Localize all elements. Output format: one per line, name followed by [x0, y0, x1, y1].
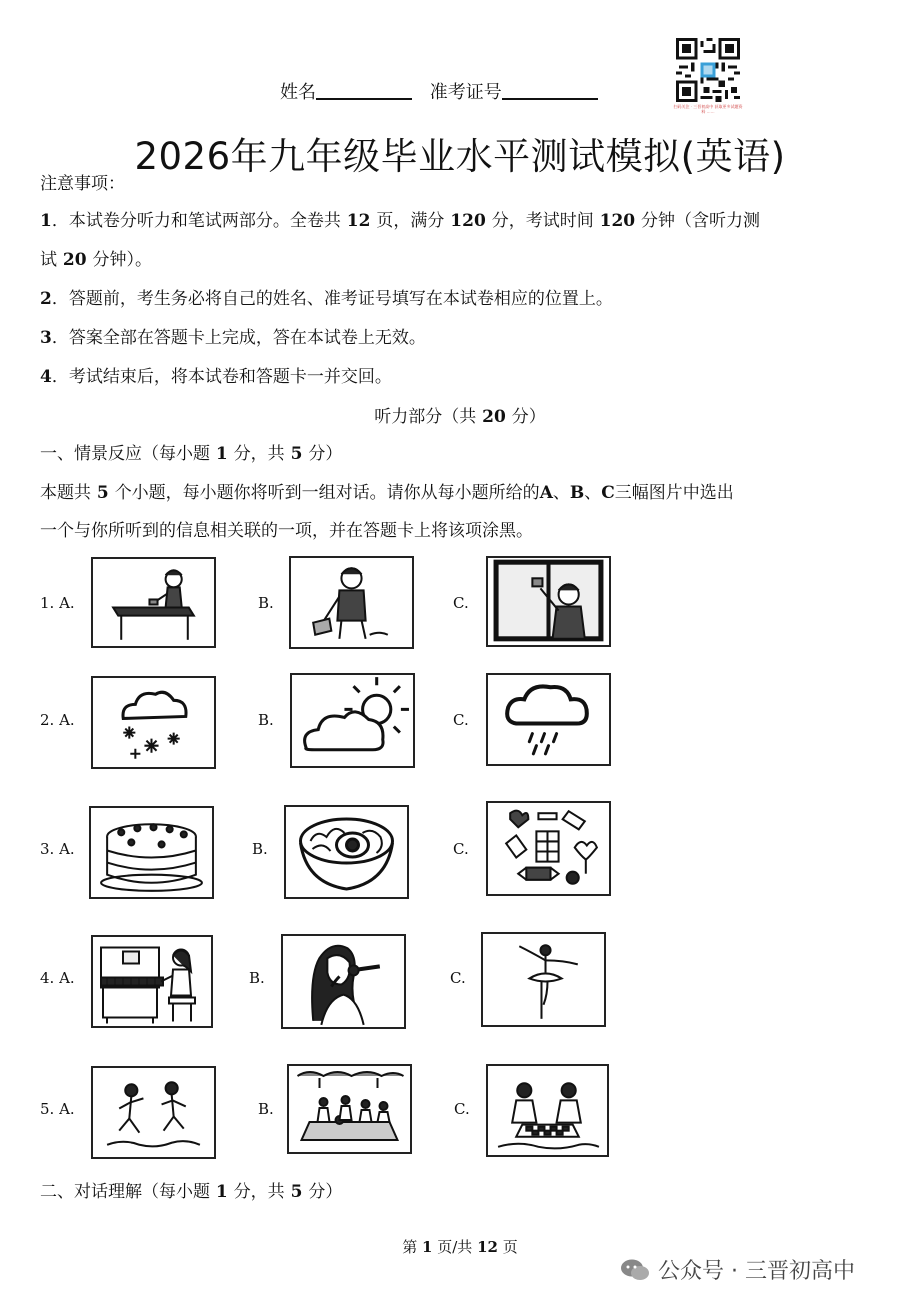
playing-piano-icon: [93, 937, 211, 1026]
q5-label-b: B.: [258, 1100, 274, 1118]
q1-label-a: 1. A.: [40, 594, 75, 612]
page-title: 2026年九年级毕业水平测试模拟(英语): [134, 135, 786, 178]
part-1-heading: 一、情景反应（每小题 1 分，共 5 分）: [40, 444, 343, 464]
note-4: 4．考试结束后，将本试卷和答题卡一并交回。: [40, 367, 392, 387]
qr-code-icon: [676, 38, 740, 102]
note-1-continued: 试 20 分钟）。: [40, 250, 153, 270]
q1-option-c[interactable]: [486, 556, 611, 647]
instructions-line-2: 一个与你所听到的信息相关联的一项，并在答题卡上将该项涂黑。: [40, 521, 533, 541]
q3-label-a: 3. A.: [40, 840, 75, 858]
part-2-heading: 二、对话理解（每小题 1 分，共 5 分）: [40, 1182, 343, 1202]
q4-option-b[interactable]: [281, 934, 406, 1029]
q2-option-a[interactable]: [91, 676, 216, 769]
q1-option-a[interactable]: [91, 557, 216, 648]
cleaning-window-icon: [488, 558, 609, 645]
q3-option-a[interactable]: [89, 806, 214, 899]
q2-label-a: 2. A.: [40, 711, 75, 729]
snow-icon: [93, 678, 214, 767]
q3-label-b: B.: [252, 840, 268, 858]
q5-label-c: C.: [454, 1100, 470, 1118]
q1-label-b: B.: [258, 594, 274, 612]
rain-icon: [488, 675, 609, 764]
candy-icon: [488, 803, 609, 894]
notes-heading: 注意事项：: [40, 174, 125, 194]
picnic-icon: [289, 1066, 410, 1152]
note-3: 3．答案全部在答题卡上完成，答在本试卷上无效。: [40, 328, 426, 348]
q3-option-b[interactable]: [284, 805, 409, 899]
q1-label-c: C.: [453, 594, 469, 612]
partly-sunny-icon: [292, 675, 413, 766]
wiping-table-icon: [93, 559, 214, 646]
q5-option-c[interactable]: [486, 1064, 609, 1157]
note-1: 1．本试卷分听力和笔试两部分。全卷共 12 页，满分 120 分，考试时间 120 分钟（含听力测: [40, 211, 761, 231]
name-label: 姓名: [280, 82, 316, 103]
cake-icon: [91, 808, 212, 897]
noodles-icon: [286, 807, 407, 897]
page-footer: 第 1 页/共 12 页: [402, 1238, 518, 1256]
q2-label-c: C.: [453, 711, 469, 729]
qr-caption: 扫码关注 · 三晋初高中 获取更多试题资料 ……: [673, 104, 743, 114]
ballet-dancing-icon: [483, 934, 604, 1025]
q4-option-c[interactable]: [481, 932, 606, 1027]
q4-label-b: B.: [249, 969, 265, 987]
q2-option-b[interactable]: [290, 673, 415, 768]
q5-option-b[interactable]: [287, 1064, 412, 1154]
id-label: 准考证号: [429, 82, 502, 103]
q1-option-b[interactable]: [289, 556, 414, 649]
watermark: [620, 1254, 855, 1285]
q2-label-b: B.: [258, 711, 274, 729]
instructions-line-1: 本题共 5 个小题，每小题你将听到一组对话。请你从每小题所给的A、B、C三幅图片中选出: [40, 483, 734, 503]
q3-option-c[interactable]: [486, 801, 611, 896]
singing-icon: [283, 936, 404, 1027]
playing-chess-icon: [488, 1066, 607, 1155]
running-icon: [93, 1068, 214, 1157]
q5-label-a: 5. A.: [40, 1100, 75, 1118]
watermark-text: 公众号 · 三晋初高中: [658, 1259, 855, 1284]
id-blank[interactable]: [502, 80, 598, 100]
listening-section-heading: 听力部分（共 20 分）: [374, 407, 546, 427]
name-blank[interactable]: [316, 80, 412, 100]
q4-label-c: C.: [450, 969, 466, 987]
wechat-icon: [620, 1258, 650, 1282]
sweeping-floor-icon: [291, 558, 412, 647]
q3-label-c: C.: [453, 840, 469, 858]
q5-option-a[interactable]: [91, 1066, 216, 1159]
q2-option-c[interactable]: [486, 673, 611, 766]
q4-label-a: 4. A.: [40, 969, 75, 987]
q4-option-a[interactable]: [91, 935, 213, 1028]
note-2: 2．答题前，考生务必将自己的姓名、准考证号填写在本试卷相应的位置上。: [40, 289, 613, 309]
candidate-info-line: [280, 78, 610, 104]
